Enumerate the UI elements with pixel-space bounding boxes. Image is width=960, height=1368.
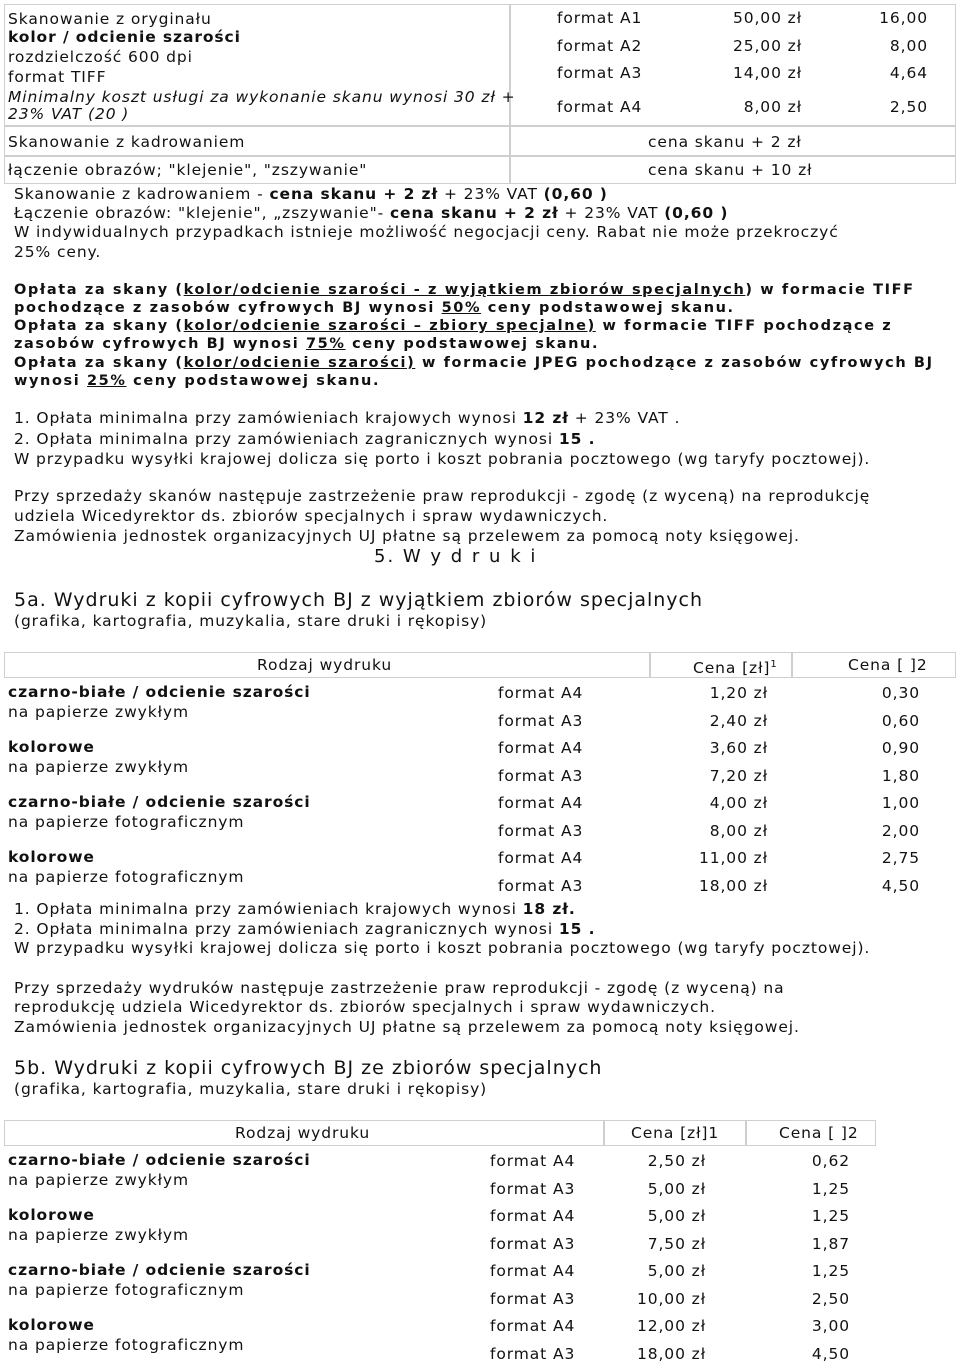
fee1-f: ceny podstawowej skanu. xyxy=(481,300,735,316)
fee1-c: ) w formacie TIFF xyxy=(745,282,915,298)
print-price-pln: 2,40 zł xyxy=(709,711,768,730)
print-paper-type: na papierze zwykłym xyxy=(8,1226,189,1244)
print-format: format A4 xyxy=(498,794,584,812)
print-format: format A4 xyxy=(490,1152,576,1170)
min2-d: 15 . xyxy=(558,920,596,938)
table5a-header-type: Rodzaj wydruku xyxy=(257,656,393,674)
print-type-name: kolorowe xyxy=(8,1316,95,1334)
print-price-eur: 1,00 xyxy=(881,794,920,812)
fee2-d: zasobów cyfrowych BJ wynosi xyxy=(14,336,306,352)
print-format: format A4 xyxy=(490,1262,576,1280)
fee-line-6 xyxy=(14,371,380,391)
print-price-eur: 1,25 xyxy=(811,1262,850,1280)
scan-row-format: format A1 xyxy=(557,9,643,27)
print-paper-type: na papierze zwykłym xyxy=(8,1171,189,1189)
scan-row-price-pln: 14,00 zł xyxy=(732,64,802,82)
print-price-pln: 18,00 zł xyxy=(698,876,768,895)
table5a-header-pln-sup: 1 xyxy=(770,659,778,670)
fee3-e: 25% xyxy=(86,373,127,389)
print-price-eur: 1,25 xyxy=(811,1207,850,1225)
fee2-e: 75% xyxy=(305,336,346,352)
print-format: format A3 xyxy=(490,1234,576,1253)
joining-label: łączenie obrazów; "klejenie", "zszywanie" xyxy=(8,161,368,179)
print-price-pln: 11,00 zł xyxy=(698,849,768,867)
section5b-subtitle: (grafika, kartografia, muzykalia, stare druki i rękopisy) xyxy=(14,1080,488,1098)
note-cropping-a: Skanowanie z kadrowaniem - xyxy=(14,185,270,203)
note-individual-1: W indywidualnych przypadkach istnieje możliwość negocjacji ceny. Rabat nie może przekroczyć xyxy=(14,223,839,241)
scan-file-format xyxy=(8,67,106,87)
fee1-b: kolor/odcienie szarości - z wyjątkiem zbiorów specjalnych xyxy=(183,282,746,298)
print-price-pln: 7,50 zł xyxy=(647,1234,706,1253)
min2-c: 2. Opłata minimalna przy zamówieniach zagranicznych wynosi xyxy=(14,920,559,938)
print-paper-type: na papierze fotograficznym xyxy=(8,813,245,831)
print-price-eur: 2,75 xyxy=(881,849,920,867)
min1-e: 15 . xyxy=(558,430,596,448)
fee-line-2 xyxy=(14,298,735,318)
fee2-b: kolor/odcienie szarości – zbiory specjalne) xyxy=(183,318,596,334)
min1-b: 12 zł xyxy=(522,409,569,427)
print-price-eur: 0,62 xyxy=(811,1152,850,1170)
section5a-title: 5a. Wydruki z kopii cyfrowych BJ z wyjątkiem zbiorów specjalnych xyxy=(14,589,704,611)
print-price-pln: 3,60 zł xyxy=(709,739,768,757)
shipping-note-1: W przypadku wysyłki krajowej dolicza się porto i koszt pobrania pocztowego (wg taryfy pocztowej). xyxy=(14,450,871,468)
table5b-header-eur: Cena [ ]2 xyxy=(779,1124,859,1142)
min2-a: 1. Opłata minimalna przy zamówieniach krajowych wynosi xyxy=(14,900,523,918)
rights2-line-3: Zamówienia jednostek organizacyjnych UJ płatne są przelewem za pomocą noty księgowej. xyxy=(14,1018,800,1036)
print-price-pln: 1,20 zł xyxy=(709,684,768,702)
scan-row-price-eur: 4,64 xyxy=(889,64,928,82)
print-format: format A3 xyxy=(498,766,584,785)
rights1-line-1: Przy sprzedaży skanów następuje zastrzeżenie praw reprodukcji - zgodę (z wyceną) na reprodukcję xyxy=(14,487,871,505)
print-price-eur: 2,00 xyxy=(881,821,920,840)
fee3-c: w formacie JPEG pochodzące z zasobów cyfrowych BJ xyxy=(415,355,934,371)
note-cropping-c: + 23% VAT xyxy=(438,185,544,203)
rights1-line-3: Zamówienia jednostek organizacyjnych UJ płatne są przelewem za pomocą noty księgowej. xyxy=(14,527,800,545)
scan-row-price-eur: 16,00 xyxy=(879,9,928,27)
print-format: format A3 xyxy=(498,821,584,840)
fee-line-1 xyxy=(14,280,915,300)
fee-line-3 xyxy=(14,316,892,336)
print-format: format A3 xyxy=(498,876,584,895)
note-joining xyxy=(14,203,728,223)
print-price-eur: 0,60 xyxy=(881,711,920,730)
print-format: format A3 xyxy=(490,1289,576,1308)
scan-row-format: format A2 xyxy=(557,37,643,55)
cropping-price: cena skanu + 2 zł xyxy=(648,133,802,151)
cropping-label: Skanowanie z kadrowaniem xyxy=(8,133,246,151)
print-type-name: czarno-białe / odcienie szarości xyxy=(8,1261,311,1279)
scan-minimum-cost: Minimalny koszt usługi za wykonanie skanu wynosi 30 zł + xyxy=(8,88,516,106)
print-price-pln: 5,00 zł xyxy=(647,1179,706,1198)
print-price-eur: 1,25 xyxy=(811,1179,850,1198)
scan-file-format-text: format TIFF xyxy=(8,68,107,86)
scan-row-price-pln: 8,00 zł xyxy=(743,98,802,116)
print-paper-type: na papierze fotograficznym xyxy=(8,1336,245,1354)
minimum-domestic-1 xyxy=(14,408,680,428)
min1-a: 1. Opłata minimalna przy zamówieniach krajowych wynosi xyxy=(14,409,523,427)
print-price-pln: 18,00 zł xyxy=(636,1344,706,1363)
fee-line-4 xyxy=(14,334,599,354)
scan-minimum-cost-vat: 23% VAT (20 ) xyxy=(8,105,130,123)
print-price-eur: 2,50 xyxy=(811,1289,850,1308)
note-joining-c: + 23% VAT xyxy=(558,204,665,222)
min1-c: + 23% VAT . xyxy=(568,409,681,427)
fee1-a: Opłata za skany ( xyxy=(14,282,184,298)
print-paper-type: na papierze zwykłym xyxy=(8,703,189,721)
scan-row-price-eur: 8,00 xyxy=(889,37,928,55)
minimum-domestic-2 xyxy=(14,899,576,919)
print-type-name: kolorowe xyxy=(8,1206,95,1224)
print-price-pln: 7,20 zł xyxy=(709,766,768,785)
table5b-header-pln: Cena [zł]1 xyxy=(631,1124,720,1142)
min2-b: 18 zł. xyxy=(522,900,576,918)
scan-row-price-eur: 2,50 xyxy=(889,98,928,116)
print-format: format A3 xyxy=(490,1344,576,1363)
note-individual-2: 25% ceny. xyxy=(14,243,102,261)
fee1-d: pochodzące z zasobów cyfrowych BJ wynosi xyxy=(14,300,442,316)
note-cropping-b: cena skanu + 2 zł xyxy=(269,185,439,203)
fee1-e: 50% xyxy=(441,300,482,316)
scan-resolution: rozdzielczość 600 dpi xyxy=(8,48,193,66)
print-price-pln: 4,00 zł xyxy=(709,794,768,812)
note-joining-d: (0,60 ) xyxy=(664,204,729,222)
note-joining-a: Łączenie obrazów: "klejenie", „zszywanie"- xyxy=(14,204,390,222)
print-type-name: kolorowe xyxy=(8,738,95,756)
note-joining-b: cena skanu + 2 zł xyxy=(389,204,559,222)
print-price-pln: 2,50 zł xyxy=(647,1152,706,1170)
print-format: format A4 xyxy=(498,684,584,702)
shipping-note-2: W przypadku wysyłki krajowej dolicza się porto i koszt pobrania pocztowego (wg taryfy pocztowej). xyxy=(14,939,871,957)
note-cropping-d: (0,60 ) xyxy=(543,185,608,203)
print-format: format A4 xyxy=(490,1207,576,1225)
print-format: format A3 xyxy=(490,1179,576,1198)
scan-row-price-pln: 50,00 zł xyxy=(732,9,802,27)
print-price-eur: 4,50 xyxy=(811,1344,850,1363)
print-price-pln: 8,00 zł xyxy=(709,821,768,840)
print-price-pln: 12,00 zł xyxy=(636,1317,706,1335)
fee2-c: w formacie TIFF pochodzące z xyxy=(595,318,893,334)
table5a-header-eur: Cena [ ]2 xyxy=(848,656,928,674)
print-type-name: czarno-białe / odcienie szarości xyxy=(8,683,311,701)
table5a-header-pln-text: Cena [zł] xyxy=(693,659,771,678)
print-price-pln: 5,00 zł xyxy=(647,1207,706,1225)
min1-d: 2. Opłata minimalna przy zamówieniach zagranicznych wynosi xyxy=(14,430,559,448)
print-paper-type: na papierze zwykłym xyxy=(8,758,189,776)
rights2-line-2: reprodukcję udziela Wicedyrektor ds. zbiorów specjalnych i spraw wydawniczych. xyxy=(14,998,716,1016)
fee2-f: ceny podstawowej skanu. xyxy=(345,336,600,352)
print-price-pln: 5,00 zł xyxy=(647,1262,706,1280)
fee-line-5 xyxy=(14,353,934,373)
section5a-subtitle: (grafika, kartografia, muzykalia, stare druki i rękopisy) xyxy=(14,612,488,630)
print-price-eur: 1,87 xyxy=(811,1234,850,1253)
scan-color-mode: kolor / odcienie szarości xyxy=(8,28,241,46)
fee3-d: wynosi xyxy=(14,373,87,389)
table5a-header-pln xyxy=(693,655,778,678)
scan-row-price-pln: 25,00 zł xyxy=(732,37,802,55)
print-price-pln: 10,00 zł xyxy=(636,1289,706,1308)
fee3-b: kolor/odcienie szarości) xyxy=(183,355,416,371)
scan-original-label: Skanowanie z oryginału xyxy=(8,10,212,28)
minimum-foreign-1 xyxy=(14,429,595,449)
print-type-name: czarno-białe / odcienie szarości xyxy=(8,793,311,811)
print-format: format A4 xyxy=(498,849,584,867)
print-price-eur: 3,00 xyxy=(811,1317,850,1335)
note-cropping xyxy=(14,184,608,204)
print-price-eur: 0,30 xyxy=(881,684,920,702)
section5b-title: 5b. Wydruki z kopii cyfrowych BJ ze zbiorów specjalnych xyxy=(14,1057,603,1079)
print-type-name: czarno-białe / odcienie szarości xyxy=(8,1151,311,1169)
print-paper-type: na papierze fotograficznym xyxy=(8,1281,245,1299)
fee3-a: Opłata za skany ( xyxy=(14,355,184,371)
print-format: format A4 xyxy=(498,739,584,757)
fee2-a: Opłata za skany ( xyxy=(14,318,184,334)
print-type-name: kolorowe xyxy=(8,848,95,866)
print-format: format A4 xyxy=(490,1317,576,1335)
rights1-line-2: udziela Wicedyrektor ds. zbiorów specjalnych i spraw wydawniczych. xyxy=(14,507,609,525)
rights2-line-1: Przy sprzedaży wydruków następuje zastrzeżenie praw reprodukcji - zgodę (z wyceną) na xyxy=(14,979,785,997)
print-format: format A3 xyxy=(498,711,584,730)
scan-row-format: format A3 xyxy=(557,64,643,82)
fee3-f: ceny podstawowej skanu. xyxy=(126,373,381,389)
print-price-eur: 0,90 xyxy=(881,739,920,757)
print-paper-type: na papierze fotograficznym xyxy=(8,868,245,886)
minimum-foreign-2 xyxy=(14,919,595,939)
table5b-header-type: Rodzaj wydruku xyxy=(235,1124,371,1142)
scan-row-format: format A4 xyxy=(557,98,643,116)
section5-title: 5. W y d r u k i xyxy=(374,546,538,567)
print-price-eur: 4,50 xyxy=(881,876,920,895)
print-price-eur: 1,80 xyxy=(881,766,920,785)
joining-price: cena skanu + 10 zł xyxy=(648,161,813,179)
